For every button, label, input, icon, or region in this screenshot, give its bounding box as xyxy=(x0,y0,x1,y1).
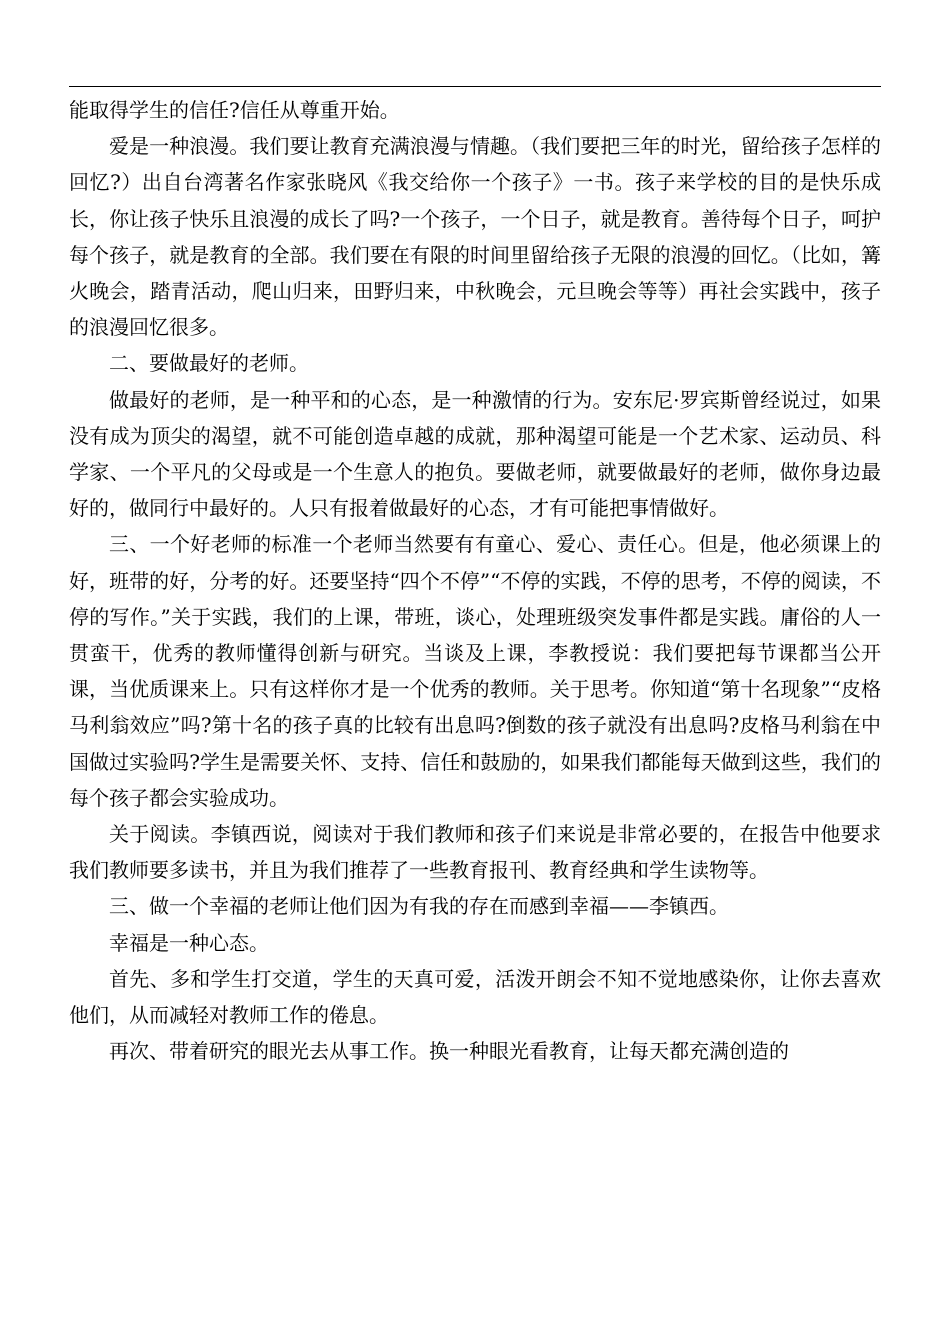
paragraph-trust-continuation: 能取得学生的信任?信任从尊重开始。 xyxy=(69,98,400,122)
paragraph-first: 首先、多和学生打交道，学生的天真可爱，活泼开朗会不知不觉地感染你，让你去喜欢他们，从而减轻对教师工作的倦息。 xyxy=(69,966,881,1028)
paragraph-reading: 关于阅读。李镇西说，阅读对于我们教师和孩子们来说是非常必要的，在报告中他要求我们教师要多读书，并且为我们推荐了一些教育报刊、教育经典和学生读物等。 xyxy=(69,822,881,883)
paragraph-heading-best-teacher: 二、要做最好的老师。 xyxy=(109,351,309,376)
paragraph-next: 再次、带着研究的眼光去从事工作。换一种眼光看教育，让每天都充满创造的 xyxy=(109,1039,789,1064)
document-body xyxy=(69,92,881,1069)
header-rule xyxy=(69,86,881,87)
paragraph-good-teacher-standard: 三、一个好老师的标准一个老师当然要有有童心、爱心、责任心。但是，他必须课上的好，班带的好，分考的好。还要坚持“四个不停”“不停的实践，不停的思考，不停的阅读，不停的写作。”关于实践，我们的上课，带班，谈心，处理班级突发事件都是实践。庸俗的人一贯蛮干，优秀的教师懂得创新与研究。当谈及上课，李教授说：我们要把每节课都当公开课，当优质课来上。只有这样你才是一个优秀的教师。关于思考。你知道“第十名现象”“皮格马利翁效应”吗?第十名的孩子真的比较有出息吗?倒数的孩子就没有出息吗?皮格马利翁在中国做过实验吗?学生是需要关怀、支持、信任和鼓励的，如果我们都能每天做到这些，我们的每个孩子都会实验成功。 xyxy=(69,532,881,810)
paragraph-romance: 爱是一种浪漫。我们要让教育充满浪漫与情趣。（我们要把三年的时光，留给孩子怎样的回忆?）出自台湾著名作家张晓风《我交给你一个孩子》一书。孩子来学校的目的是快乐成长，你让孩子快乐且浪漫的成长了吗?一个孩子，一个日子，就是教育。善待每个日子，呵护每个孩子，就是教育的全部。我们要在有限的时间里留给孩子无限的浪漫的回忆。（比如，篝火晚会，踏青活动，爬山归来，田野归来，中秋晚会，元旦晚会等等）再社会实践中，孩子的浪漫回忆很多。 xyxy=(69,134,881,340)
paragraph-happiness-mindset: 幸福是一种心态。 xyxy=(109,930,269,955)
paragraph-heading-happy-teacher: 三、做一个幸福的老师让他们因为有我的存在而感到幸福——李镇西。 xyxy=(109,894,729,919)
paragraph-best-teacher: 做最好的老师，是一种平和的心态，是一种激情的行为。安东尼·罗宾斯曾经说过，如果没有成为顶尖的渴望，就不可能创造卓越的成就，那种渴望可能是一个艺术家、运动员、科学家、一个平凡的父母或是一个生意人的抱负。要做老师，就要做最好的老师，做你身边最好的，做同行中最好的。人只有报着做最好的心态，才有可能把事情做好。 xyxy=(69,387,881,521)
document-page xyxy=(69,0,881,1344)
